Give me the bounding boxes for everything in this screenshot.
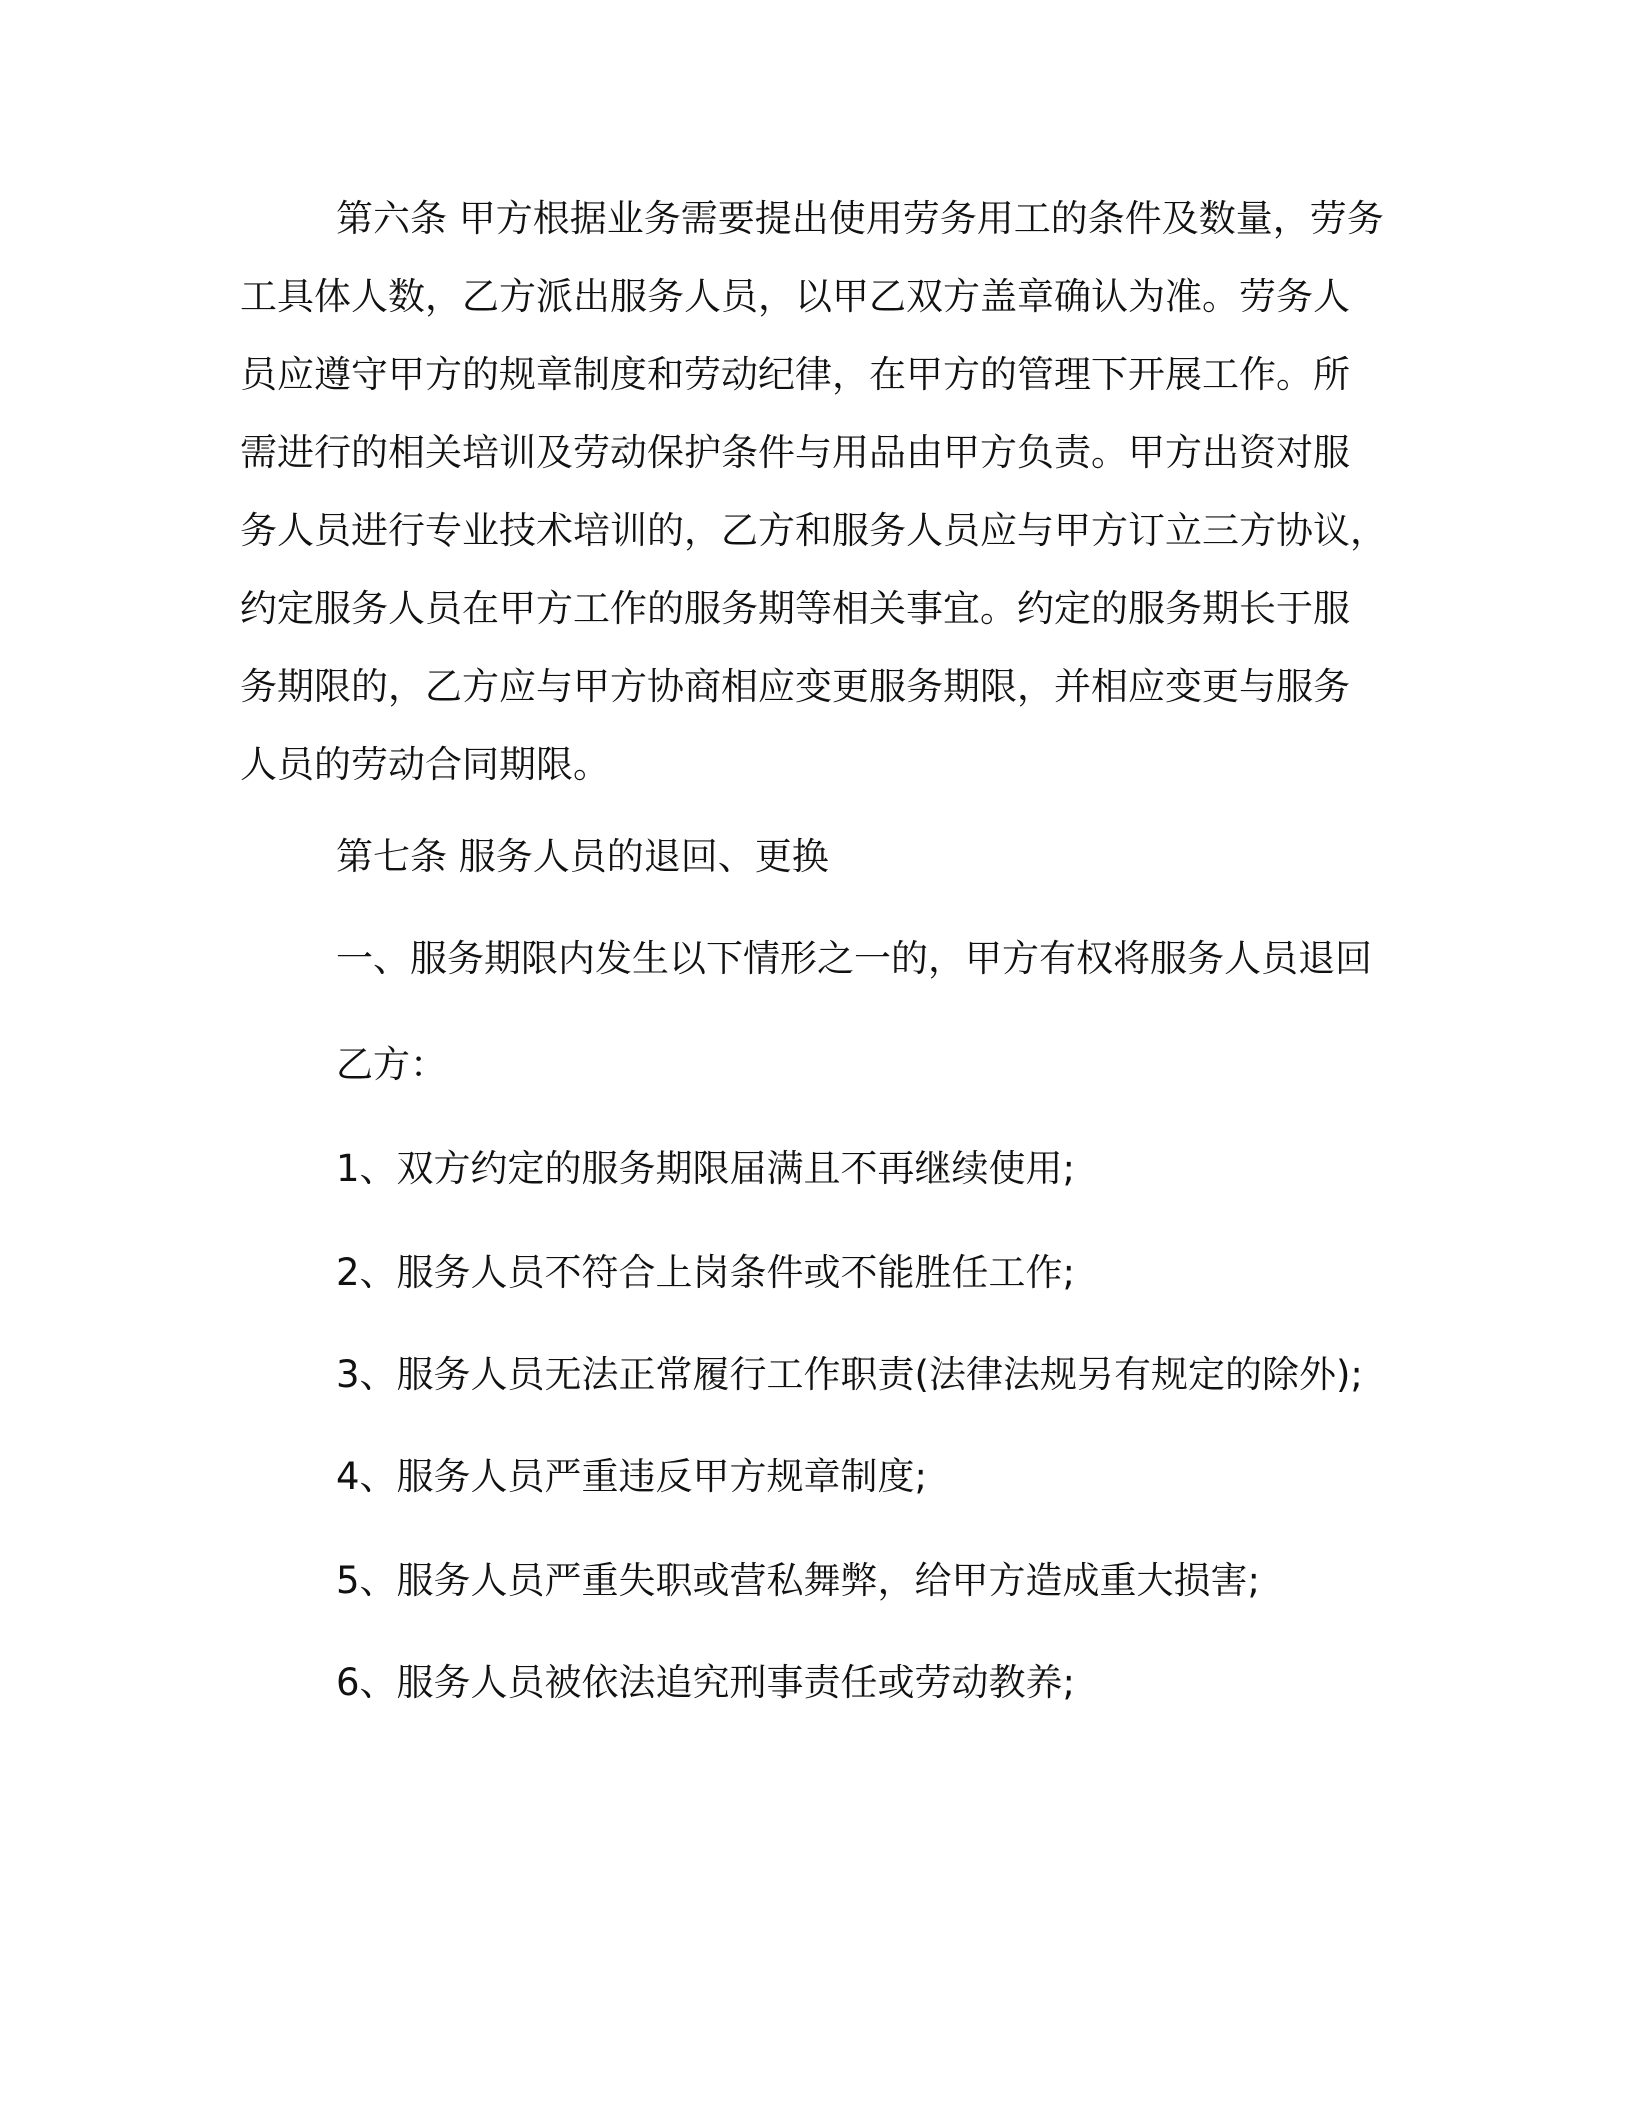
paragraph-line: 需进行的相关培训及劳动保护条件与用品由甲方负责。甲方出资对服	[240, 431, 1350, 474]
list-item-3: 3、服务人员无法正常履行工作职责(法律法规另有规定的除外);	[336, 1353, 1363, 1396]
paragraph-line: 约定服务人员在甲方工作的服务期等相关事宜。约定的服务期长于服	[240, 587, 1350, 630]
article-6-paragraph	[240, 186, 1390, 810]
paragraph-line: 务人员进行专业技术培训的，乙方和服务人员应与甲方订立三方协议，	[240, 509, 1387, 552]
paragraph-line: 务期限的，乙方应与甲方协商相应变更服务期限，并相应变更与服务	[240, 665, 1350, 708]
list-item-2: 2、服务人员不符合上岗条件或不能胜任工作;	[336, 1251, 1076, 1294]
list-item-4: 4、服务人员严重违反甲方规章制度;	[336, 1455, 928, 1498]
paragraph-line: 第六条 甲方根据业务需要提出使用劳务用工的条件及数量，劳务	[336, 197, 1384, 240]
paragraph-line: 工具体人数，乙方派出服务人员，以甲乙双方盖章确认为准。劳务人	[240, 275, 1350, 318]
clause-1-intro: 一、服务期限内发生以下情形之一的，甲方有权将服务人员退回	[336, 937, 1372, 980]
paragraph-line: 员应遵守甲方的规章制度和劳动纪律，在甲方的管理下开展工作。所	[240, 353, 1350, 396]
clause-1-intro-continued: 乙方：	[336, 1043, 447, 1086]
paragraph-line: 人员的劳动合同期限。	[240, 743, 610, 786]
list-item-6: 6、服务人员被依法追究刑事责任或劳动教养;	[336, 1661, 1076, 1704]
article-7-heading: 第七条 服务人员的退回、更换	[336, 835, 829, 878]
list-item-5: 5、服务人员严重失职或营私舞弊，给甲方造成重大损害;	[336, 1559, 1261, 1602]
list-item-1: 1、双方约定的服务期限届满且不再继续使用;	[336, 1147, 1076, 1190]
